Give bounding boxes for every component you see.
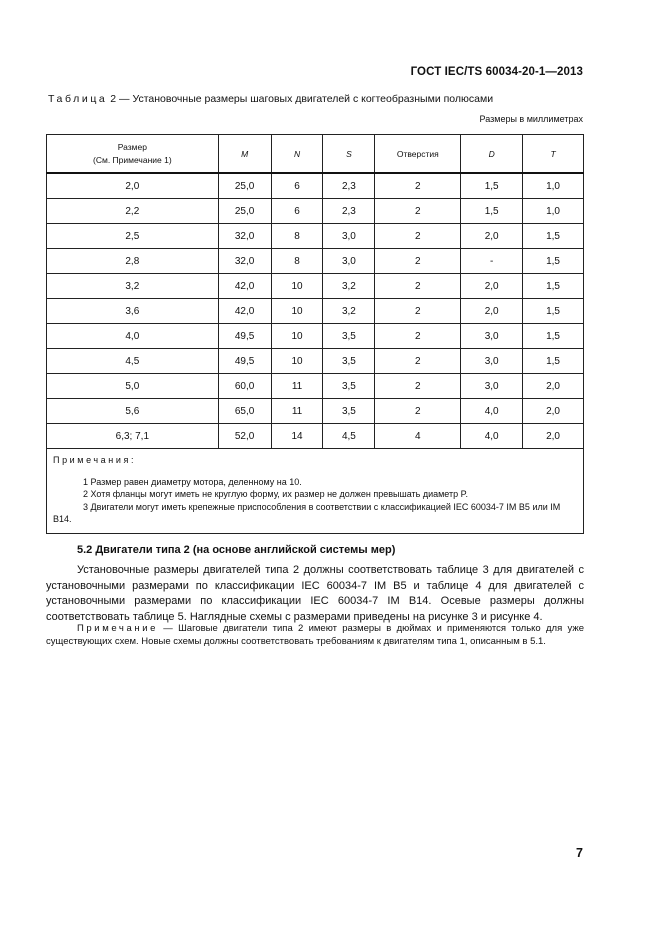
table-cell: 3,5 [323, 374, 375, 399]
table-caption [48, 93, 493, 105]
table-cell: 1,5 [523, 299, 584, 324]
table-cell: 4,0 [461, 424, 523, 449]
table-cell: 1,5 [523, 224, 584, 249]
table-cell: 42,0 [218, 274, 271, 299]
table-row [47, 274, 584, 299]
table-cell: 2 [375, 224, 461, 249]
table-row [47, 299, 584, 324]
table-cell: 2,0 [523, 374, 584, 399]
table-cell: 5,0 [47, 374, 219, 399]
table-cell: 4,5 [47, 349, 219, 374]
page-number: 7 [576, 846, 583, 860]
dimensions-table [46, 134, 584, 534]
table-cell: 2,0 [47, 173, 219, 199]
table-cell: 4,5 [323, 424, 375, 449]
column-header-m: M [218, 135, 271, 174]
table-cell: 6,3; 7,1 [47, 424, 219, 449]
table-cell: 3,6 [47, 299, 219, 324]
table-row [47, 199, 584, 224]
table-cell: 2,0 [461, 224, 523, 249]
table-cell: 14 [271, 424, 323, 449]
table-cell: 4,0 [47, 324, 219, 349]
table-notes [47, 449, 584, 534]
note-3: 3 Двигатели могут иметь крепежные приспособления в соответствии с классификацией IEC 60034-7 IM B5 или IM B14. [53, 501, 561, 524]
section-note-label: Примечание [77, 623, 158, 634]
table-cell: 6 [271, 173, 323, 199]
section-note [46, 623, 584, 648]
section-note-text: — Шаговые двигатели типа 2 имеют размеры в дюймах и применяются только для уже существующих схем. Новые схемы должны соответствовать требованиям к двигателям типа 1, описанным в 5.1. [46, 623, 585, 647]
note-1: 1 Размер равен диаметру мотора, деленному на 10. [83, 476, 302, 487]
table-cell: 3,5 [323, 324, 375, 349]
table-row [47, 399, 584, 424]
table-cell: 10 [271, 349, 323, 374]
table-cell: 49,5 [218, 324, 271, 349]
table-cell: 8 [271, 224, 323, 249]
table-cell: 2,0 [523, 399, 584, 424]
notes-title: Примечания: [53, 455, 137, 465]
table-cell: 4 [375, 424, 461, 449]
table-cell: 1,5 [461, 173, 523, 199]
table-cell: 2,5 [47, 224, 219, 249]
column-header-n: N [271, 135, 323, 174]
table-caption-word: Таблица [48, 93, 108, 105]
table-cell: 1,5 [523, 274, 584, 299]
table-cell: 4,0 [461, 399, 523, 424]
table-cell: 2 [375, 199, 461, 224]
table-cell: 3,2 [323, 274, 375, 299]
table-cell: 2,2 [47, 199, 219, 224]
table-row [47, 249, 584, 274]
table-cell: 5,6 [47, 399, 219, 424]
table-cell: 2 [375, 324, 461, 349]
table-cell: 42,0 [218, 299, 271, 324]
table-cell: 1,5 [523, 349, 584, 374]
table-cell: 1,5 [523, 324, 584, 349]
section-title: 5.2 Двигатели типа 2 (на основе английской системы мер) [77, 544, 396, 556]
table-cell: 60,0 [218, 374, 271, 399]
table-row [47, 424, 584, 449]
table-cell: 49,5 [218, 349, 271, 374]
table-cell: 2,3 [323, 173, 375, 199]
table-cell: 2 [375, 374, 461, 399]
table-cell: 1,5 [461, 199, 523, 224]
table-cell: 2 [375, 349, 461, 374]
table-cell: 2 [375, 274, 461, 299]
table-cell: 3,0 [461, 349, 523, 374]
table-row [47, 349, 584, 374]
table-cell: 3,2 [47, 274, 219, 299]
column-header-d: D [461, 135, 523, 174]
table-cell: 3,5 [323, 399, 375, 424]
table-cell: 3,0 [323, 249, 375, 274]
table-notes-row [47, 449, 584, 534]
column-header-s: S [323, 135, 375, 174]
table-units: Размеры в миллиметрах [479, 114, 583, 124]
table-cell: 65,0 [218, 399, 271, 424]
table-cell: 2,8 [47, 249, 219, 274]
table-cell: 3,0 [323, 224, 375, 249]
table-cell: 32,0 [218, 224, 271, 249]
column-header-holes: Отверстия [375, 135, 461, 174]
column-header-t: T [523, 135, 584, 174]
table-cell: 10 [271, 324, 323, 349]
table-caption-text: 2 — Установочные размеры шаговых двигателей с когтеобразными полюсами [110, 93, 494, 105]
table-cell: 2 [375, 249, 461, 274]
table-cell: 32,0 [218, 249, 271, 274]
table-row [47, 224, 584, 249]
table-cell: 1,5 [523, 249, 584, 274]
table-cell: 8 [271, 249, 323, 274]
table-cell: 25,0 [218, 199, 271, 224]
table-cell: 2,0 [523, 424, 584, 449]
table-cell: 2,0 [461, 274, 523, 299]
table-cell: 11 [271, 374, 323, 399]
table-cell: - [461, 249, 523, 274]
table-cell: 10 [271, 274, 323, 299]
table-cell: 11 [271, 399, 323, 424]
table-header-row [47, 135, 584, 174]
table-cell: 3,0 [461, 324, 523, 349]
table-cell: 2 [375, 299, 461, 324]
table-cell: 10 [271, 299, 323, 324]
table-cell: 2 [375, 399, 461, 424]
table-cell: 25,0 [218, 173, 271, 199]
table-cell: 2,3 [323, 199, 375, 224]
table-cell: 1,0 [523, 173, 584, 199]
note-2: 2 Хотя фланцы могут иметь не круглую форму, их размер не должен превышать диаметр P. [83, 489, 468, 499]
table-row [47, 173, 584, 199]
section-paragraph: Установочные размеры двигателей типа 2 должны соответствовать таблице 3 для двигателей с установочными размерами по классификации IEC 60034-7 IM B5 и таблице 4 для двигателей с установочными размерами по классификации IEC 60034-7 IM B14. Осевые размеры должны соответствовать таблице 5. Наглядные схемы с размерами приведены на рисунке 3 и рисунке 4. [46, 564, 584, 623]
table-row [47, 324, 584, 349]
column-header-size: Размер (См. Примечание 1) [47, 135, 219, 174]
table-cell: 3,0 [461, 374, 523, 399]
table-cell: 3,2 [323, 299, 375, 324]
table-cell: 2,0 [461, 299, 523, 324]
table-cell: 2 [375, 173, 461, 199]
table-cell: 6 [271, 199, 323, 224]
table-cell: 52,0 [218, 424, 271, 449]
table-cell: 3,5 [323, 349, 375, 374]
table-cell: 1,0 [523, 199, 584, 224]
document-header: ГОСТ IEC/TS 60034-20-1—2013 [410, 66, 583, 78]
table-row [47, 374, 584, 399]
